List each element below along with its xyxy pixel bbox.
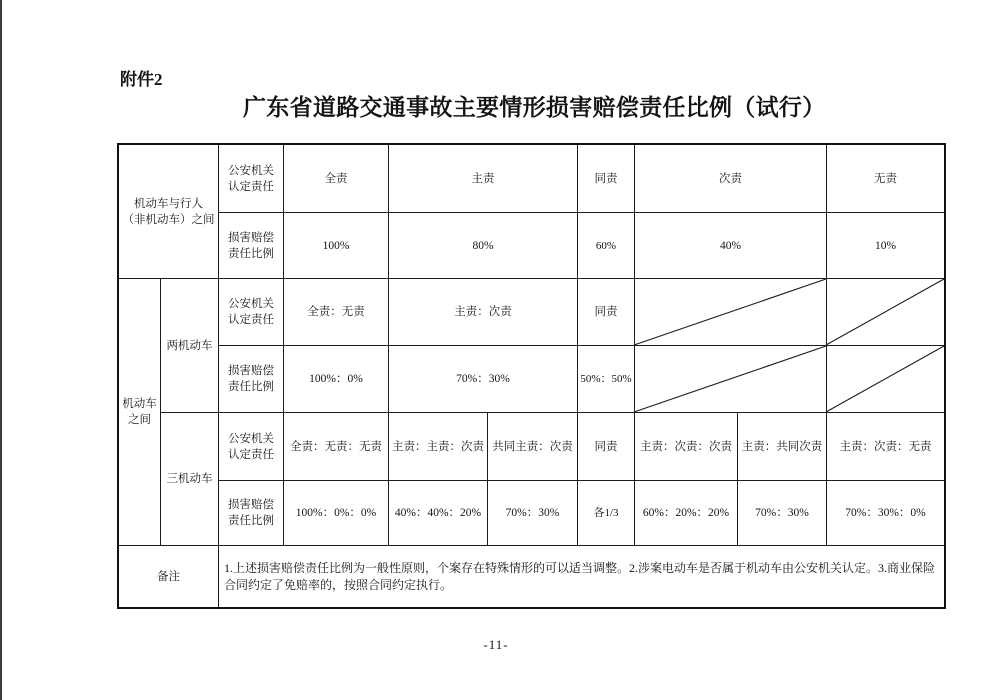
row-label-line: 公安机关 [228,432,274,445]
responsibility-cell: 无责 [826,144,945,213]
row-label-line: 公安机关 [228,164,274,177]
row-label-line: 认定责任 [228,180,274,193]
section-label-line: 之间 [128,414,151,426]
section-label-line: 机动车 [122,398,157,410]
ratio-cell: 60%：20%：20% [634,480,738,546]
row-label-line: 损害赔偿 [228,499,274,511]
row-label-line: 认定责任 [228,448,274,461]
document-title: 广东省道路交通事故主要情形损害赔偿责任比例（试行） [243,95,826,120]
row-label-lines [228,230,274,262]
responsibility-cell: 主责：次责：次责 [634,412,738,481]
section-label-lines [122,396,157,428]
row-label-lines [228,296,274,328]
ratio-cell: 各1/3 [577,480,635,546]
row-label-lines [228,363,274,395]
remarks-label: 备注 [118,545,219,608]
row-label-line: 责任比例 [228,247,274,260]
responsibility-cell: 同责 [577,412,635,481]
page-number: -11- [483,637,509,652]
section-label-line: 机动车与行人 [134,197,203,210]
row-label-responsibility [218,144,284,213]
ratio-cell: 100%：0%：0% [283,480,389,546]
ratio-cell: 70%：30%：0% [826,480,945,546]
responsibility-cell: 同责 [577,144,635,213]
remarks-text: 1.上述损害赔偿责任比例为一般性原则，个案存在特殊情形的可以适当调整。2.涉案电动车是否属于机动车由公安机关认定。3.商业保险合同约定了免赔率的，按照合同约定执行。 [224,560,936,592]
ratio-cell: 10% [826,212,945,279]
responsibility-cell: 主责：次责 [388,278,578,346]
not-applicable-cell [634,278,827,346]
responsibility-cell: 共同主责：次责 [487,412,578,481]
row-label-ratio [218,480,284,546]
row-label-responsibility [218,412,284,481]
row-label-responsibility [218,278,284,346]
section-label-vehicle-pedestrian [118,144,219,279]
responsibility-cell: 主责：次责：无责 [826,412,945,481]
ratio-cell: 70%：30% [388,345,578,413]
row-label-line: 损害赔偿 [228,365,274,377]
ratio-cell: 40% [634,212,827,279]
ratio-cell: 40%：40%：20% [388,480,488,546]
not-applicable-cell [826,278,945,346]
ratio-cell: 70%：30% [737,480,827,546]
remarks-text-cell [218,545,945,608]
section-label-lines [123,196,215,228]
row-label-line: 公安机关 [228,298,274,310]
row-label-line: 责任比例 [228,381,274,393]
subsection-label-two-vehicles: 两机动车 [160,278,219,413]
responsibility-cell: 主责：主责：次责 [388,412,488,481]
row-label-line: 损害赔偿 [228,231,274,244]
row-label-line: 责任比例 [228,515,274,527]
scan-edge-shadow [0,0,2,700]
not-applicable-cell [826,345,945,413]
responsibility-cell: 全责 [283,144,389,213]
subsection-label-three-vehicles: 三机动车 [160,412,219,546]
ratio-cell: 100%：0% [283,345,389,413]
responsibility-cell: 全责：无责 [283,278,389,346]
ratio-cell: 80% [388,212,578,279]
ratio-cell: 100% [283,212,389,279]
responsibility-cell: 主责 [388,144,578,213]
attachment-label: 附件2 [120,70,163,89]
ratio-cell: 50%：50% [577,345,635,413]
row-label-ratio [218,212,284,279]
responsibility-cell: 全责：无责：无责 [283,412,389,481]
ratio-cell: 60% [577,212,635,279]
section-label-between-vehicles [118,278,161,546]
row-label-lines [228,163,274,195]
row-label-lines [228,431,274,463]
row-label-lines [228,497,274,529]
ratio-cell: 70%：30% [487,480,578,546]
row-label-ratio [218,345,284,413]
responsibility-cell: 同责 [577,278,635,346]
responsibility-cell: 次责 [634,144,827,213]
section-label-line: （非机动车）之间 [122,213,215,226]
row-label-line: 认定责任 [228,314,274,326]
not-applicable-cell [634,345,827,413]
responsibility-cell: 主责：共同次责 [737,412,827,481]
